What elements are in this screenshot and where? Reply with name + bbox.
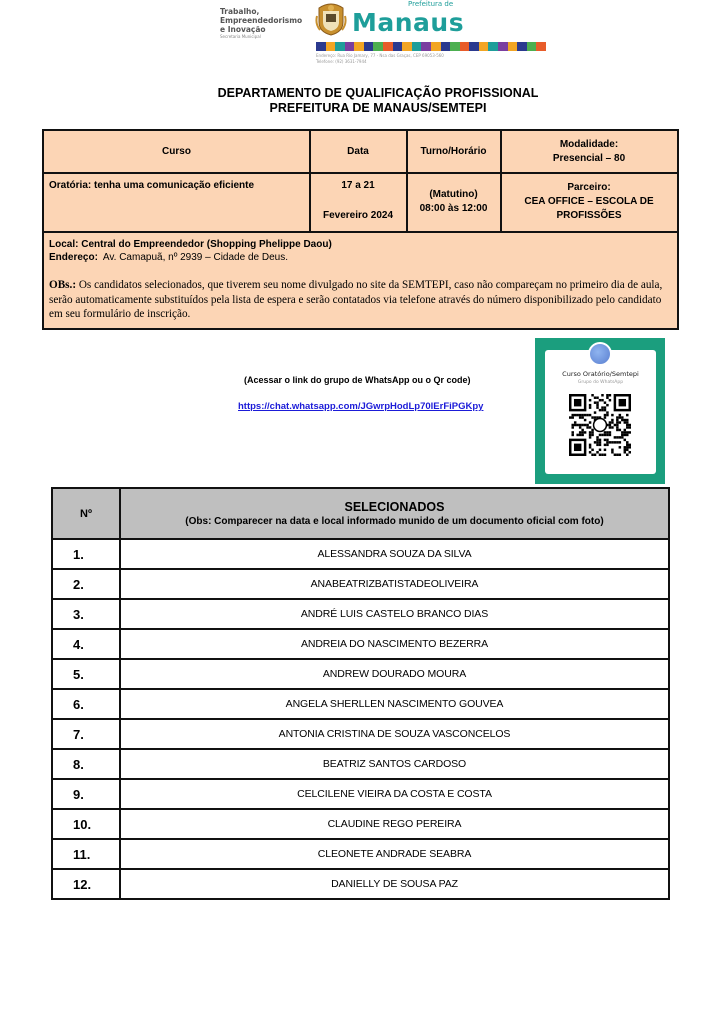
whatsapp-qr-card[interactable] bbox=[535, 338, 665, 484]
header-number: Nº bbox=[52, 488, 120, 539]
stripe-segment bbox=[450, 42, 460, 51]
header-selected bbox=[120, 488, 669, 539]
stripe-segment bbox=[498, 42, 508, 51]
row-number: 1. bbox=[52, 539, 120, 569]
table-row bbox=[52, 719, 669, 749]
manaus-crest-icon bbox=[315, 2, 347, 36]
stripe-segment bbox=[527, 42, 537, 51]
stripe-segment bbox=[316, 42, 326, 51]
selected-candidates-table bbox=[51, 487, 670, 900]
stripe-segment bbox=[431, 42, 441, 51]
letterhead-address bbox=[316, 53, 444, 65]
candidate-name: ANDREIA DO NASCIMENTO BEZERRA bbox=[120, 629, 669, 659]
row-number: 2. bbox=[52, 569, 120, 599]
candidate-name: ANABEATRIZBATISTADEOLIVEIRA bbox=[120, 569, 669, 599]
row-number: 5. bbox=[52, 659, 120, 689]
decorative-stripe bbox=[316, 42, 546, 51]
stripe-segment bbox=[412, 42, 422, 51]
row-number: 7. bbox=[52, 719, 120, 749]
candidate-name: CLEONETE ANDRADE SEABRA bbox=[120, 839, 669, 869]
partner-label: Parceiro: bbox=[567, 182, 611, 193]
candidate-name: ANDREW DOURADO MOURA bbox=[120, 659, 669, 689]
stripe-segment bbox=[345, 42, 355, 51]
secretariat-logo bbox=[220, 7, 312, 40]
candidate-name: CLAUDINE REGO PEREIRA bbox=[120, 809, 669, 839]
whatsapp-group-link[interactable]: https://chat.whatsapp.com/JGwrpHodLp70lErFiPGKpy bbox=[238, 401, 484, 412]
row-number: 10. bbox=[52, 809, 120, 839]
group-avatar-icon bbox=[588, 342, 612, 366]
header-modalidade bbox=[501, 131, 677, 172]
row-number: 6. bbox=[52, 689, 120, 719]
header-turno: Turno/Horário bbox=[420, 145, 487, 157]
row-number: 12. bbox=[52, 869, 120, 899]
row-number: 9. bbox=[52, 779, 120, 809]
table-row bbox=[52, 629, 669, 659]
table-header-row bbox=[52, 488, 669, 539]
whatsapp-instruction: (Acessar o link do grupo de WhatsApp ou o Qr code) bbox=[244, 375, 471, 385]
table-row bbox=[52, 689, 669, 719]
table-row bbox=[52, 869, 669, 899]
course-month: Fevereiro 2024 bbox=[322, 210, 394, 221]
row-number: 4. bbox=[52, 629, 120, 659]
table-row bbox=[52, 569, 669, 599]
brand-name: Manaus bbox=[352, 8, 465, 37]
secretariat-line: Trabalho, bbox=[220, 7, 260, 16]
stripe-segment bbox=[479, 42, 489, 51]
divider bbox=[44, 172, 677, 174]
stripe-segment bbox=[402, 42, 412, 51]
row-number: 8. bbox=[52, 749, 120, 779]
candidate-name: ANGELA SHERLLEN NASCIMENTO GOUVEA bbox=[120, 689, 669, 719]
stripe-segment bbox=[364, 42, 374, 51]
qr-group-subtitle: Grupo do WhatsApp bbox=[577, 380, 624, 385]
schedule-time: 08:00 às 12:00 bbox=[419, 203, 488, 214]
candidate-name: BEATRIZ SANTOS CARDOSO bbox=[120, 749, 669, 779]
stripe-segment bbox=[393, 42, 403, 51]
candidate-name: ANTONIA CRISTINA DE SOUZA VASCONCELOS bbox=[120, 719, 669, 749]
stripe-segment bbox=[469, 42, 479, 51]
table-row bbox=[52, 539, 669, 569]
secretariat-line: e Inovação bbox=[220, 25, 266, 34]
phone-line: Telefone: (92) 3631-7944 bbox=[316, 59, 367, 64]
stripe-segment bbox=[373, 42, 383, 51]
obs-label: OBs.: bbox=[49, 279, 77, 291]
location-info bbox=[49, 238, 672, 264]
stripe-segment bbox=[488, 42, 498, 51]
header-data: Data bbox=[347, 145, 369, 157]
observation-note bbox=[49, 278, 672, 322]
candidate-name: CELCILENE VIEIRA DA COSTA E COSTA bbox=[120, 779, 669, 809]
table-row bbox=[52, 809, 669, 839]
course-name: Oratória: tenha uma comunicação eficiente bbox=[49, 180, 255, 191]
stripe-segment bbox=[335, 42, 345, 51]
divider bbox=[44, 231, 677, 233]
prefeitura-title: PREFEITURA DE MANAUS/SEMTEPI bbox=[269, 101, 487, 115]
department-title: DEPARTAMENTO DE QUALIFICAÇÃO PROFISSIONAL bbox=[217, 86, 539, 100]
stripe-segment bbox=[441, 42, 451, 51]
secretariat-line: Empreendedorismo bbox=[220, 16, 303, 25]
obs-text: Os candidatos selecionados, que tiverem seu nome divulgado no site da SEMTEPI, caso não compareçam no primeiro dia de aula, serão automaticamente substituídos pela lista de espera e serão contatados via telefone através do número disponibilizado pelo candidato em seu formulário de inscrição. bbox=[49, 279, 663, 320]
table-row bbox=[52, 779, 669, 809]
stripe-segment bbox=[517, 42, 527, 51]
header-curso: Curso bbox=[162, 145, 191, 157]
course-info-table bbox=[42, 129, 679, 330]
stripe-segment bbox=[536, 42, 546, 51]
table-row bbox=[52, 659, 669, 689]
stripe-segment bbox=[383, 42, 393, 51]
stripe-segment bbox=[354, 42, 364, 51]
brand-prefix: Prefeitura de bbox=[408, 0, 454, 8]
row-number: 3. bbox=[52, 599, 120, 629]
header-title: SELECIONADOS bbox=[344, 499, 445, 514]
schedule-shift: (Matutino) bbox=[429, 189, 478, 200]
table-row bbox=[52, 749, 669, 779]
stripe-segment bbox=[508, 42, 518, 51]
address-value: Av. Camapuã, nº 2939 – Cidade de Deus. bbox=[97, 252, 288, 263]
modalidade-label: Modalidade: bbox=[559, 138, 619, 150]
course-dates: 17 a 21 bbox=[341, 180, 375, 191]
qr-group-title: Curso Oratório/Semtepi bbox=[562, 370, 639, 378]
partner-name-cont: PROFISSÕES bbox=[556, 210, 622, 221]
course-partner bbox=[501, 179, 677, 225]
candidate-name: ALESSANDRA SOUZA DA SILVA bbox=[120, 539, 669, 569]
course-schedule bbox=[407, 187, 500, 217]
stripe-segment bbox=[326, 42, 336, 51]
stripe-segment bbox=[460, 42, 470, 51]
stripe-segment bbox=[421, 42, 431, 51]
table-row bbox=[52, 839, 669, 869]
header-note: (Obs: Comparecer na data e local informado munido de um documento oficial com foto) bbox=[185, 515, 604, 527]
manaus-logo bbox=[352, 0, 482, 38]
modalidade-value: Presencial – 80 bbox=[552, 152, 626, 164]
candidate-name: DANIELLY DE SOUSA PAZ bbox=[120, 869, 669, 899]
address-line: Endereço: Rua Rio Jamary, 77 - Nsa das Graças, CEP 69053-560 bbox=[316, 53, 444, 58]
candidate-name: ANDRÉ LUIS CASTELO BRANCO DIAS bbox=[120, 599, 669, 629]
row-number: 11. bbox=[52, 839, 120, 869]
page-title bbox=[18, 86, 720, 116]
secretariat-subtitle: Secretaria Municipal bbox=[220, 34, 261, 39]
partner-name: CEA OFFICE – ESCOLA DE bbox=[524, 196, 654, 207]
qr-card-body bbox=[545, 350, 656, 474]
qr-code-icon[interactable] bbox=[569, 394, 631, 456]
table-row bbox=[52, 599, 669, 629]
address-label: Endereço: bbox=[49, 252, 98, 263]
location-label: Local: Central do Empreendedor (Shopping Phelippe Daou) bbox=[49, 239, 332, 250]
